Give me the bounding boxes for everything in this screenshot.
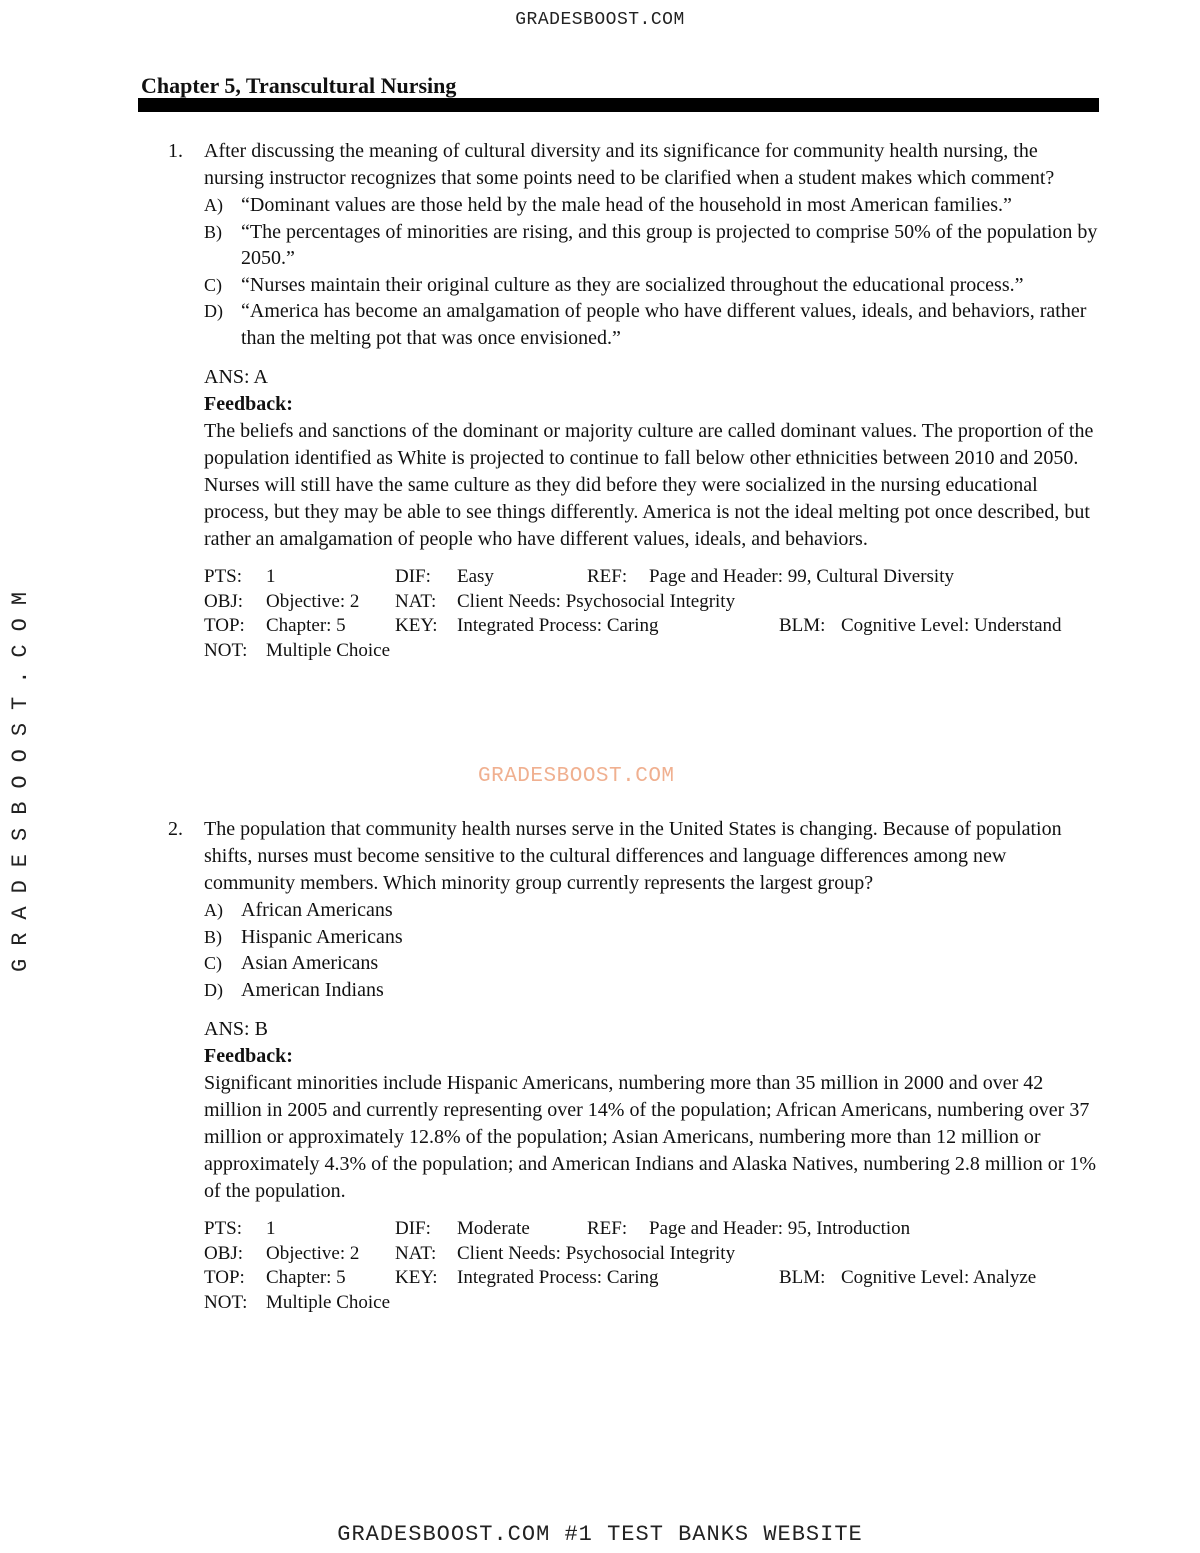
choice-letter: D) <box>204 979 223 1000</box>
mid-watermark: GRADESBOOST.COM <box>478 765 675 788</box>
meta-key: Integrated Process: Caring <box>457 1267 659 1288</box>
meta-not: Multiple Choice <box>266 639 391 661</box>
bottom-watermark: GRADESBOOST.COM #1 TEST BANKS WEBSITE <box>337 1522 863 1547</box>
meta-label: TOP: <box>204 1267 245 1288</box>
meta-label: NOT: <box>204 639 248 661</box>
meta-blm: Cognitive Level: Understand <box>841 615 1062 636</box>
choice-text: Hispanic Americans <box>241 925 403 948</box>
meta-label: DIF: <box>395 566 431 587</box>
meta-obj: Objective: 2 <box>266 1242 360 1264</box>
question-stem: After discussing the meaning of cultural diversity and its significance for community health nursing, the nursing instructor recognizes that some points need to be clarified when a student makes which comment? <box>204 140 1055 189</box>
feedback-text: The beliefs and sanctions of the dominant or majority culture are called dominant values. The proportion of the population identified as White is projected to continue to fall below other ethnicities between 2010 and 2050. Nurses will still have the same culture as they did before they were socialized in the nursing educational process, but they may be able to see things differently. America is not the ideal melting pot once described, but rather an amalgamation of people who have different values, ideals, and behaviors. <box>204 420 1094 550</box>
choice-text: African Americans <box>241 899 393 921</box>
choice-letter: A) <box>204 195 223 215</box>
meta-label: KEY: <box>395 615 438 636</box>
choice-letter: B) <box>204 221 222 242</box>
choice-letter: C) <box>204 274 222 295</box>
choice-d <box>204 298 1098 351</box>
meta-label: PTS: <box>204 1218 243 1239</box>
meta-label: PTS: <box>204 566 243 587</box>
meta-label: NOT: <box>204 1291 248 1313</box>
meta-label: REF: <box>587 566 628 587</box>
choice-letter: D) <box>204 301 223 321</box>
question-1 <box>168 138 1098 665</box>
title-rule <box>138 98 1099 112</box>
choice-text: “Nurses maintain their original culture as they are socialized throughout the educational process.” <box>241 273 1024 296</box>
meta-dif: Easy <box>457 566 494 587</box>
choice-c <box>204 950 1098 977</box>
choice-letter: C) <box>204 953 222 973</box>
meta-dif: Moderate <box>457 1218 530 1239</box>
top-watermark: GRADESBOOST.COM <box>515 10 685 30</box>
meta-pts: 1 <box>266 566 276 587</box>
choice-text: Asian Americans <box>241 952 379 974</box>
meta-obj: Objective: 2 <box>266 590 360 612</box>
choice-letter: B) <box>204 926 222 947</box>
meta-label: OBJ: <box>204 1242 244 1264</box>
meta-ref: Page and Header: 99, Cultural Diversity <box>649 566 954 587</box>
meta-label: NAT: <box>395 1242 437 1264</box>
choice-text: “Dominant values are those held by the male head of the household in most American families.” <box>241 194 1012 216</box>
choice-letter: A) <box>204 900 223 920</box>
meta-label: KEY: <box>395 1267 438 1288</box>
choice-c <box>204 272 1098 299</box>
meta-ref: Page and Header: 95, Introduction <box>649 1218 911 1239</box>
feedback-label: Feedback: <box>204 1045 293 1067</box>
meta-key: Integrated Process: Caring <box>457 615 659 636</box>
meta-blm: Cognitive Level: Analyze <box>841 1267 1037 1288</box>
meta-label: OBJ: <box>204 590 244 612</box>
meta-label: BLM: <box>779 615 826 636</box>
meta-label: DIF: <box>395 1218 431 1239</box>
meta-not: Multiple Choice <box>266 1291 391 1313</box>
meta-nat: Client Needs: Psychosocial Integrity <box>457 590 736 612</box>
meta-nat: Client Needs: Psychosocial Integrity <box>457 1242 736 1264</box>
meta-top: Chapter: 5 <box>266 615 346 636</box>
meta-pts: 1 <box>266 1218 276 1239</box>
question-metadata <box>204 565 1098 665</box>
question-2 <box>168 816 1098 1317</box>
question-stem: The population that community health nurses serve in the United States is changing. Because of population shifts, nurses must become sensitive to the cultural differences and language differences among new community members. Which minority group currently represents the largest group? <box>204 818 1062 894</box>
choice-b <box>204 924 1098 951</box>
feedback-label: Feedback: <box>204 393 293 415</box>
choice-list <box>204 192 1098 351</box>
choice-d <box>204 977 1098 1004</box>
question-metadata <box>204 1217 1098 1317</box>
meta-label: BLM: <box>779 1267 826 1288</box>
choice-text: “America has become an amalgamation of people who have different values, ideals, and behaviors, rather than the melting pot that was once envisioned.” <box>241 300 1087 349</box>
answer: ANS: B <box>204 1018 268 1040</box>
choice-b <box>204 219 1098 272</box>
meta-label: NAT: <box>395 590 437 612</box>
meta-top: Chapter: 5 <box>266 1267 346 1288</box>
meta-label: TOP: <box>204 615 245 636</box>
choice-a <box>204 897 1098 924</box>
feedback-text: Significant minorities include Hispanic Americans, numbering more than 35 million in 2000 and over 42 million in 2005 and currently representing over 14% of the population; African Americans, numbering over 37 million or approximately 12.8% of the population; Asian Americans, numbering more than 12 million or approximately 4.3% of the population; and American Indians and Alaska Natives, numbering 2.8 million or 1% of the population. <box>204 1072 1097 1202</box>
side-watermark: GRADESBOOST.COM <box>8 578 33 972</box>
question-number: 1. <box>168 140 183 162</box>
choice-a <box>204 192 1098 219</box>
choice-text: American Indians <box>241 978 384 1001</box>
choice-list <box>204 897 1098 1003</box>
meta-label: REF: <box>587 1218 628 1239</box>
question-number: 2. <box>168 818 183 840</box>
answer: ANS: A <box>204 366 268 388</box>
chapter-title: Chapter 5, Transcultural Nursing <box>141 73 457 98</box>
choice-text: “The percentages of minorities are rising, and this group is projected to comprise 50% of the population by 2050.” <box>241 220 1098 269</box>
